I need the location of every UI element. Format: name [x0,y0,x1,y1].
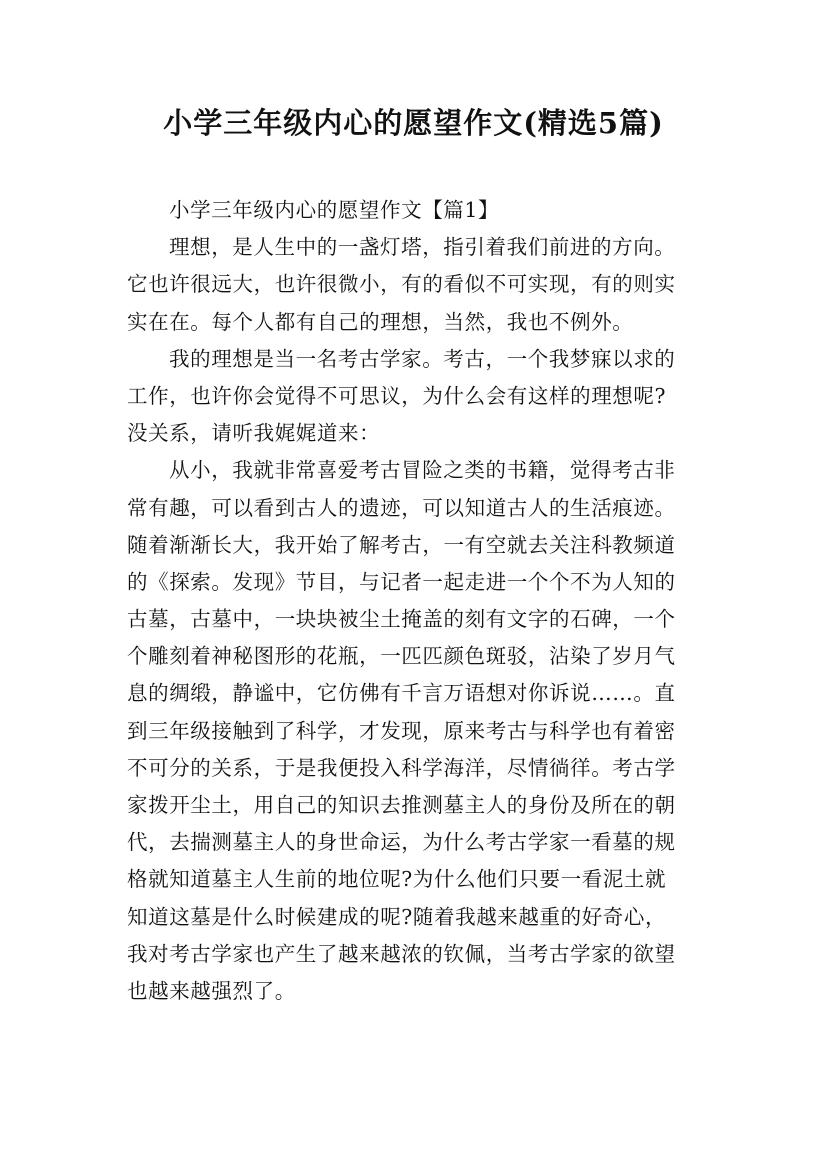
paragraph-line: 从小，我就非常喜爱考古冒险之类的书籍，觉得考古非 [169,458,676,483]
paragraph-line: 代，去揣测墓主人的身世命运，为什么考古学家一看墓的规 [127,830,676,855]
paragraph-line: 理想，是人生中的一盏灯塔，指引着我们前进的方向。 [169,235,676,260]
paragraph-line: 我对考古学家也产生了越来越浓的钦佩，当考古学家的欲望 [127,941,676,966]
paragraph-line: 随着渐渐长大，我开始了解考古，一有空就去关注科教频道 [127,532,676,557]
paragraph-line: 到三年级接触到了科学，才发现，原来考古与科学也有着密 [127,718,676,743]
paragraph-line: 没关系，请听我娓娓道来： [127,421,381,446]
paragraph-line: 也越来越强烈了。 [127,978,296,1003]
paragraph-line: 工作，也许你会觉得不可思议，为什么会有这样的理想呢? [127,383,667,408]
paragraph-line: 实在在。每个人都有自己的理想，当然，我也不例外。 [127,309,634,334]
paragraph-line: 常有趣，可以看到古人的遗迹，可以知道古人的生活痕迹。 [127,495,676,520]
paragraph-line: 个雕刻着神秘图形的花瓶，一匹匹颜色斑驳，沾染了岁月气 [127,644,676,669]
paragraph-line: 它也许很远大，也许很微小，有的看似不可实现，有的则实 [127,272,676,297]
paragraph-line: 的《探索。发现》节目，与记者一起走进一个个不为人知的 [127,569,676,594]
paragraph-line: 知道这墓是什么时候建成的呢?随着我越来越重的好奇心， [127,904,667,929]
paragraph-line: 不可分的关系，于是我便投入科学海洋，尽情徜徉。考古学 [127,755,676,780]
paragraph-line: 家拨开尘土，用自己的知识去推测墓主人的身份及所在的朝 [127,793,676,817]
section-heading: 小学三年级内心的愿望作文【篇1】 [169,198,500,222]
document-body [127,192,705,1010]
paragraph-line: 我的理想是当一名考古学家。考古，一个我梦寐以求的 [169,346,676,371]
document-title: 小学三年级内心的愿望作文(精选5篇) [163,106,664,140]
paragraph-line: 格就知道墓主人生前的地位呢?为什么他们只要一看泥土就 [127,867,667,892]
paragraph-line: 古墓，古墓中，一块块被尘土掩盖的刻有文字的石碑，一个 [127,607,676,632]
paragraph-line: 息的绸缎，静谧中，它仿佛有千言万语想对你诉说……。直 [127,681,676,706]
